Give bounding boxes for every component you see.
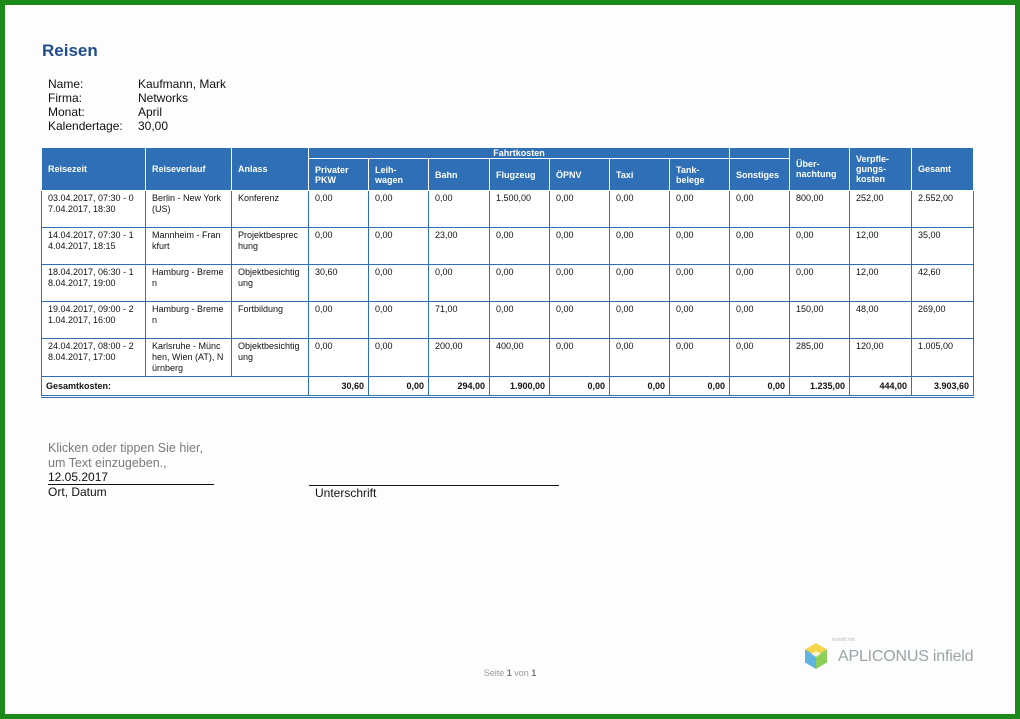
cell-reisezeit: 14.04.2017, 07:30 - 14.04.2017, 18:15 [42,228,146,265]
cell-verpflegungskosten: 252,00 [850,191,912,228]
logo-caption: erstellt mit [832,637,855,643]
info-label: Name: [48,77,84,91]
table-row [42,302,974,339]
col-group-spacer [730,148,790,159]
col-header-uebernachtung: Über-nachtung [790,148,850,191]
page-current: 1 [506,668,512,678]
info-value: 30,00 [138,119,169,133]
info-label: Kalendertage: [48,119,123,133]
page-title: Reisen [42,41,98,60]
cell-verpflegungskosten: 12,00 [850,265,912,302]
cell-bahn: 0,00 [429,265,490,302]
cell-reiseverlauf: Berlin - New York (US) [146,191,232,228]
cell-bahn: 23,00 [429,228,490,265]
cell-tankbelege: 0,00 [670,228,730,265]
cell-tankbelege: 0,00 [670,339,730,377]
col-header-flugzeug: Flugzeug [490,159,550,191]
col-header-reisezeit: Reisezeit [42,148,146,191]
cell-oepnv: 0,00 [550,265,610,302]
cell-sonstiges: 0,00 [730,228,790,265]
cell-anlass: Objektbesichtigung [232,265,309,302]
cell-privater-pkw: 0,00 [309,339,369,377]
cell-verpflegungskosten: 48,00 [850,302,912,339]
place-date-block [48,441,214,499]
col-header-privater-pkw: Privater PKW [309,159,369,191]
page-sep: von [514,668,529,678]
cell-tankbelege: 0,00 [670,302,730,339]
signature-line [309,470,559,486]
cell-leihwagen: 0,00 [369,302,429,339]
col-header-leihwagen: Leih-wagen [369,159,429,191]
total-sonstiges: 0,00 [730,377,790,397]
total-label: Gesamtkosten: [42,377,309,397]
travel-expenses-table [41,147,974,398]
cell-flugzeug: 1.500,00 [490,191,550,228]
place-text-field[interactable]: Klicken oder tippen Sie hier, um Text einzugeben., [48,441,203,470]
cell-oepnv: 0,00 [550,191,610,228]
cell-reisezeit: 24.04.2017, 08:00 - 28.04.2017, 17:00 [42,339,146,377]
cell-gesamt: 2.552,00 [912,191,974,228]
cell-uebernachtung: 285,00 [790,339,850,377]
col-header-tankbelege: Tank-belege [670,159,730,191]
col-header-gesamt: Gesamt [912,148,974,191]
info-row-kalendertage [48,119,226,133]
cell-gesamt: 35,00 [912,228,974,265]
cell-tankbelege: 0,00 [670,265,730,302]
info-value: Kaufmann, Mark [138,77,227,91]
cell-bahn: 71,00 [429,302,490,339]
cell-bahn: 200,00 [429,339,490,377]
cell-flugzeug: 400,00 [490,339,550,377]
cell-flugzeug: 0,00 [490,265,550,302]
total-privater-pkw: 30,60 [309,377,369,397]
ort-datum-label: Ort, Datum [48,485,107,499]
cell-reisezeit: 18.04.2017, 06:30 - 18.04.2017, 19:00 [42,265,146,302]
date-value: 12.05.2017 [48,471,214,485]
total-uebernachtung: 1.235,00 [790,377,850,397]
cell-reiseverlauf: Hamburg - Bremen [146,302,232,339]
cell-privater-pkw: 30,60 [309,265,369,302]
cell-privater-pkw: 0,00 [309,302,369,339]
cell-reiseverlauf: Mannheim - Frankfurt [146,228,232,265]
info-label: Monat: [48,105,85,119]
cell-anlass: Projektbesprechung [232,228,309,265]
cell-verpflegungskosten: 12,00 [850,228,912,265]
cell-bahn: 0,00 [429,191,490,228]
info-row-firma [48,91,226,105]
apliconus-logo [802,636,982,676]
cell-reisezeit: 03.04.2017, 07:30 - 07.04.2017, 18:30 [42,191,146,228]
cell-reiseverlauf: Karlsruhe - München, Wien (AT), Nürnberg [146,339,232,377]
cell-uebernachtung: 800,00 [790,191,850,228]
cell-leihwagen: 0,00 [369,191,429,228]
table-body [42,191,974,397]
total-taxi: 0,00 [610,377,670,397]
cell-privater-pkw: 0,00 [309,228,369,265]
cell-gesamt: 1.005,00 [912,339,974,377]
total-oepnv: 0,00 [550,377,610,397]
col-header-verpflegungskosten: Verpfle-gungs-kosten [850,148,912,191]
total-tankbelege: 0,00 [670,377,730,397]
unterschrift-label: Unterschrift [315,486,377,500]
cell-anlass: Fortbildung [232,302,309,339]
cell-sonstiges: 0,00 [730,191,790,228]
cell-uebernachtung: 0,00 [790,228,850,265]
info-row-name [48,77,226,91]
cell-reisezeit: 19.04.2017, 09:00 - 21.04.2017, 16:00 [42,302,146,339]
col-group-fahrtkosten: Fahrtkosten [309,148,730,159]
header-group-row [42,148,974,159]
col-header-oepnv: ÖPNV [550,159,610,191]
cell-leihwagen: 0,00 [369,228,429,265]
cell-oepnv: 0,00 [550,228,610,265]
info-value: April [138,105,163,119]
cell-leihwagen: 0,00 [369,339,429,377]
cell-anlass: Objektbesichtigung [232,339,309,377]
cell-tankbelege: 0,00 [670,191,730,228]
cell-oepnv: 0,00 [550,339,610,377]
cell-flugzeug: 0,00 [490,228,550,265]
signature-block [309,470,559,500]
total-leihwagen: 0,00 [369,377,429,397]
col-header-sonstiges: Sonstiges [730,159,790,191]
info-value: Networks [138,91,189,105]
col-header-reiseverlauf: Reiseverlauf [146,148,232,191]
col-header-anlass: Anlass [232,148,309,191]
cell-uebernachtung: 150,00 [790,302,850,339]
page-total: 1 [531,668,537,678]
cell-taxi: 0,00 [610,265,670,302]
cell-reiseverlauf: Hamburg - Bremen [146,265,232,302]
cell-privater-pkw: 0,00 [309,191,369,228]
total-verpflegungskosten: 444,00 [850,377,912,397]
info-label: Firma: [48,91,82,105]
cell-verpflegungskosten: 120,00 [850,339,912,377]
cell-oepnv: 0,00 [550,302,610,339]
table-row [42,265,974,302]
cell-uebernachtung: 0,00 [790,265,850,302]
total-gesamt: 3.903,60 [912,377,974,397]
cell-gesamt: 42,60 [912,265,974,302]
cell-leihwagen: 0,00 [369,265,429,302]
total-row [42,377,974,397]
cell-taxi: 0,00 [610,339,670,377]
info-row-monat [48,105,226,119]
page-prefix: Seite [483,668,505,678]
logo-name: APLICONUS infield [838,648,974,665]
cell-taxi: 0,00 [610,302,670,339]
cell-gesamt: 269,00 [912,302,974,339]
cell-flugzeug: 0,00 [490,302,550,339]
cell-taxi: 0,00 [610,228,670,265]
cell-sonstiges: 0,00 [730,339,790,377]
table-row [42,191,974,228]
cell-sonstiges: 0,00 [730,265,790,302]
traveler-info [48,77,226,133]
cube-logo-icon [802,642,830,670]
total-bahn: 294,00 [429,377,490,397]
cell-taxi: 0,00 [610,191,670,228]
cell-anlass: Konferenz [232,191,309,228]
cell-sonstiges: 0,00 [730,302,790,339]
table-row [42,228,974,265]
col-header-bahn: Bahn [429,159,490,191]
table-row [42,339,974,377]
total-flugzeug: 1.900,00 [490,377,550,397]
col-header-taxi: Taxi [610,159,670,191]
